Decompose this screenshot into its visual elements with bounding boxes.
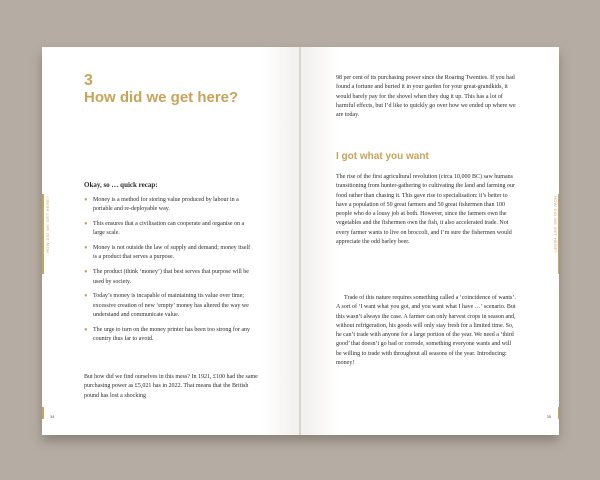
- body-paragraph: But how did we find ourselves in this mess? In 1921, £100 had the same purchasing power as £5,021 has in 2022. That means that the British pound has lost a shocking: [84, 374, 258, 399]
- side-tab-right: [550, 194, 559, 274]
- folio-rule: [42, 407, 44, 419]
- bullet-icon: ●: [84, 293, 88, 300]
- list-item: [84, 292, 254, 320]
- list-item: [84, 326, 254, 345]
- recap-heading: Okay, so … quick recap:: [84, 181, 158, 189]
- bullet-icon: ●: [84, 221, 88, 228]
- body-paragraph: The rise of the first agricultural revolution (circa 10,000 BC) saw humans transitioning from hunter-gathering to cultivating the land and farming our food rather than chasing it. This gave rise to specialisation: it’s better to have a population of 50 great farmers and 50 great fishermen than 100 people who do a lousy job at both. However, since the farmers own the vegetables and the fishermen own the fish, it also accelerated trade. Not every farmer wants to live on broccoli, and I’m sure the fishermen would appreciate the odd barley beer.: [336, 174, 516, 246]
- chapter-title: How did we get here?: [84, 89, 239, 106]
- chapter-number: 3: [84, 72, 93, 89]
- side-tab-left: [42, 194, 51, 274]
- bullet-icon: ●: [84, 197, 88, 203]
- bullet-icon: ●: [84, 245, 88, 252]
- list-item-text: The product (think ‘money’) that best serves that purpose will be used by society.: [93, 269, 249, 285]
- body-paragraph: 98 per cent of its purchasing power since the Roaring Twenties. If you had found a fortune and buried it in your garden for your great-grandkids, it would barely pay for the shovel when they dug it up. This has a lot of harmful effects, but I’d like to quickly go over how we ended up where we are today.: [336, 75, 516, 119]
- right-page: [301, 47, 559, 435]
- list-item-text: Today’s money is incapable of maintaining its value over time; excessive creation of new ‘empty’ money has altered the way we understand and communicate value.: [93, 293, 249, 318]
- list-item: [84, 220, 254, 239]
- book-spread: [42, 47, 559, 435]
- folio-rule: [558, 407, 560, 419]
- list-item-text: Money is not outside the law of supply and demand; money itself is a product that serves a purpose.: [93, 245, 251, 261]
- page-number: 35: [546, 414, 551, 419]
- list-item-text: This ensures that a civilisation can cooperate and organise on a large scale.: [93, 221, 245, 237]
- list-item-text: The urge to turn on the money printer has been too strong for any country thus far to avoid.: [93, 326, 251, 343]
- section-heading: I got what you want: [336, 151, 429, 162]
- body-paragraph: Trade of this nature requires something called a ‘coincidence of wants’. A sort of ‘I want what you got, and you want what I have …’ scenario. But this wasn’t always the case. A farmer can only harvest crops in season and, without refrigeration, his goods will only stay fresh for a limited time. So, he can’t trade with anyone for a large portion of the year. We need a ‘third good’ that doesn’t go bad or corrode, something everyone wants and will be willing to trade with throughout all seasons of the year. Introducing: money!: [336, 295, 516, 367]
- list-item-text: Money is a method for storing value produced by labour in a portable and re-deployable way.: [93, 197, 239, 213]
- side-tab-rule: [42, 194, 44, 274]
- list-item: [84, 268, 254, 287]
- bullet-icon: ●: [84, 269, 88, 276]
- list-item: [84, 244, 254, 263]
- page-number: 34: [50, 414, 55, 419]
- recap-list: [84, 196, 254, 350]
- left-page: [42, 47, 300, 435]
- list-item: [84, 196, 254, 215]
- side-tab-label: HOW DID WE GET HERE?: [553, 196, 558, 254]
- side-tab-label: HOW DID WE GET HERE?: [45, 196, 50, 254]
- bullet-icon: ●: [84, 326, 88, 333]
